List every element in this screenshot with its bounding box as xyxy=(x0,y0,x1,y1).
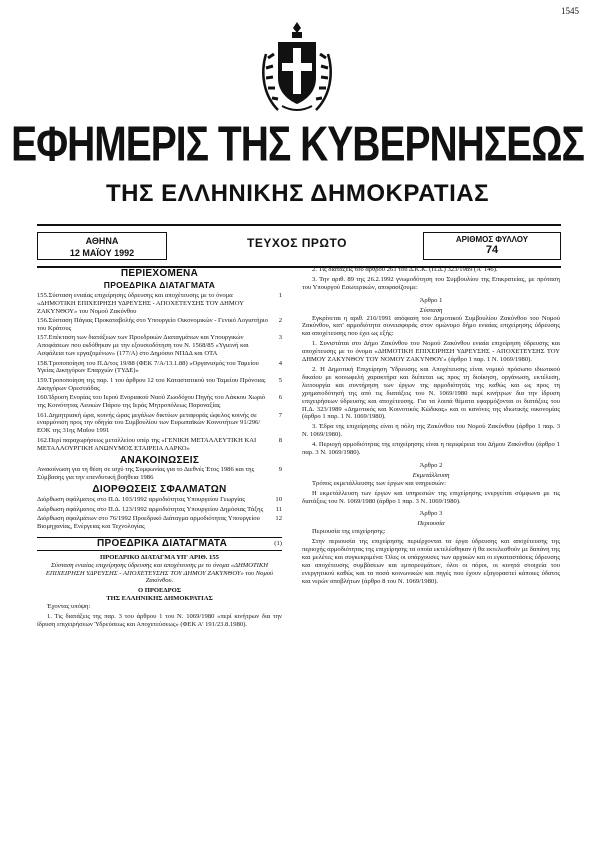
decree-summary: Σύσταση ενιαίας επιχείρησης ύδρευσης και αποχέτευσης με το όνομα «ΔΗΜΟΤΙΚΗ ΕΠΙΧΕΙΡΗΣΗ ΥΔΡΕΥΣΗΣ - ΑΠΟΧΕΤΕΥΣΗΣ ΤΟΥ ΔΗΜΟΥ ΖΑΚΥΝΘΟΥ» του Νομού Ζακύνθου. xyxy=(45,561,274,585)
erratum-entry-page: 12 xyxy=(275,514,282,522)
decree-section-mark: (1) xyxy=(274,539,282,547)
article-2-subtitle: Εκμετάλλευση xyxy=(412,471,450,479)
toc-entry-page: 2 xyxy=(278,317,282,325)
article-1-para-1: Εγκρίνεται η αριθ. 216/1991 απόφαση του Δημοτικού Συμβουλίου Ζακύνθου του Νομού Ζακύνθου, κατ' αρμοδιότητα συνεισφοράς στον ομώνυμο δήμο ενιαίας επιχείρησης ύδρευσης και αποχέτευσης που έχει ως εξής: xyxy=(302,314,560,338)
toc-entry-text: 158.Τροποποίηση του Π.Δ/τος 19/88 (ΦΕΚ 7/Α/13.1.88) «Οργανισμός του Ταμείου Υγείας Δικηγόρων Επαρχιών (ΤΥΔΕ)» xyxy=(37,359,259,375)
toc-entry xyxy=(37,412,282,436)
issue-series: ΤΕΥΧΟΣ ΠΡΩΤΟ xyxy=(247,236,347,250)
masthead-subtitle: ΤΗΣ ΕΛΛΗΝΙΚΗΣ ΔΗΜΟΚΡΑΤΙΑΣ xyxy=(106,180,489,207)
decree-section-header xyxy=(37,537,282,551)
toc-entry-text: 156.Σύσταση Πάγιας Προκαταβολής στο Υπουργείο Οικονομικών - Γενικό Λογιστήριο του Κράτους xyxy=(37,317,268,332)
toc-entry xyxy=(37,394,282,410)
toc-entry xyxy=(37,334,282,358)
toc-list xyxy=(37,292,282,453)
toc-entry-page: 7 xyxy=(278,411,282,419)
article-3-subtitle: Περιουσία xyxy=(417,520,445,528)
article-2-title: Άρθρο 2 xyxy=(419,461,443,469)
erratum-entry-page: 10 xyxy=(275,496,282,504)
announcement-entry-page: 9 xyxy=(278,466,282,474)
article-1-para-2: 1. Συνιστάται στο Δήμο Ζακύνθου του Νομού Ζακύνθου ενιαία επιχείρηση ύδρευσης και αποχέτευσης με το όνομα «ΔΗΜΟΤΙΚΗ ΕΠΙΧΕΙΡΗΣΗ ΥΔΡΕΥΣΗΣ - ΑΠΟΧΕΤΕΥΣΗΣ ΤΟΥ ΔΗΜΟΥ ΖΑΚΥΝΘΟΥ ΤΟΥ ΝΟΜΟΥ ΖΑΚΥΝΘΟΥ» (άρθρο 1 παρ. 1 Ν. 1069/1980). xyxy=(302,340,560,364)
right-column xyxy=(302,266,560,588)
erratum-entry-text: Διόρθωση σφάλματος στο Π.Δ. 123/1992 αρμοδιότητας Υπουργείου Δημόσιας Τάξης xyxy=(37,505,264,513)
toc-entry xyxy=(37,437,282,453)
article-1-para-4: 3. Έδρα της επιχείρησης είναι η πόλη της Ζακύνθου του Νομού Ζακύνθου (άρθρο 1 παρ. 3 Ν. 1069/1980). xyxy=(302,423,560,439)
errata-title: ΔΙΟΡΘΩΣΕΙΣ ΣΦΑΛΜΑΤΩΝ xyxy=(92,484,227,496)
article-1-subtitle: Σύσταση xyxy=(419,306,443,314)
page-number: 1545 xyxy=(561,6,579,16)
masthead-title: ΕΦΗΜΕΡΙΣ ΤΗΣ ΚΥΒΕΡΝΗΣΕΩΣ xyxy=(11,118,584,172)
toc-entry-text: 157.Επέκταση των διατάξεων των Προεδρικών Διαταγμάτων και Υπουργικών Αποφάσεων που εκδόθηκαν με την εξουσιοδότηση του Ν. 1568/85 «Υγιεινή και Ασφάλεια των εργαζομένων» (177/Α) στο Δημόσιο ΝΠΔΔ και ΟΤΑ xyxy=(37,334,249,358)
article-3-para-1: Περιουσία της επιχείρησης: xyxy=(312,528,386,536)
toc-entry-page: 3 xyxy=(278,334,282,342)
decrees-title: ΠΡΟΕΔΡΙΚΑ ΔΙΑΤΑΓΜΑΤΑ xyxy=(103,279,216,290)
para-3: 3. Την αριθ. 89 της 26.2.1992 γνωμοδότηση του Συμβουλίου της Επικρατείας, με πρόταση του Υπουργού Εσωτερικών, αποφασίζουμε: xyxy=(302,275,560,291)
toc-entry xyxy=(37,292,282,316)
article-3-title: Άρθρο 3 xyxy=(419,510,443,518)
president-line-1: Ο ΠΡΟΕΔΡΟΣ xyxy=(137,587,182,595)
toc-entry xyxy=(37,360,282,376)
erratum-entry xyxy=(37,506,282,514)
errata-list xyxy=(37,496,282,531)
toc-entry-text: 162.Περί παραχωρήσεως μεταλλείου υπέρ της «ΓΕΝΙΚΗ ΜΕΤΑΛΛΕΥΤΙΚΗ ΚΑΙ ΜΕΤΑΛΛΟΥΡΓΙΚΗ ΑΝΩΝΥΜΟΣ ΕΤΑΙΡΕΙΑ ΛΑΡΚΟ» xyxy=(37,436,257,452)
toc-entry xyxy=(37,317,282,333)
having-regard: Έχοντας υπόψη: xyxy=(47,603,91,611)
announcement-entry-text: Ανακοίνωση για τη θέση σε ισχύ της Συμφωνίας για το Διεθνές Έτος 1986 και της Σύμβασης για την επενδυτική βοήθεια 1986 xyxy=(37,466,255,482)
article-2-para-1: Τρόπος εκμετάλλευσης των έργων και υπηρεσιών: xyxy=(312,479,446,487)
left-column xyxy=(37,266,282,631)
decree-section-title: ΠΡΟΕΔΡΙΚΑ ΔΙΑΤΑΓΜΑΤΑ xyxy=(97,537,228,549)
toc-entry-page: 6 xyxy=(278,394,282,402)
article-1-para-5: 4. Περιοχή αρμοδιότητας της επιχείρησης είναι η περιφέρεια του Δήμου Ζακύνθου (άρθρο 1 παρ. 3 Ν. 1069/1980). xyxy=(302,441,560,457)
sheet-number: 74 xyxy=(485,244,499,256)
president-line-2: ΤΗΣ ΕΛΛΗΝΙΚΗΣ ΔΗΜΟΚΡΑΤΙΑΣ xyxy=(106,595,213,603)
article-2-para-2: Η εκμετάλλευση των έργων και υπηρεσιών της επιχείρησης ενεργείται σύμφωνα με τις διατάξεις του Ν. 1069/1980 (άρθρο 1 παρ. 3 Ν. 1069/1980). xyxy=(302,489,560,505)
item-1: 1. Τις διατάξεις της παρ. 3 του άρθρου 1 του Ν. 1069/1980 «περί κινήτρων δια την ίδρυση επιχειρήσεων Ύδρεύσεως και Αποχετεύσεως» (ΦΕΚ Α' 191/23.8.1980). xyxy=(37,613,282,628)
toc-entry-page: 4 xyxy=(278,359,282,367)
article-3-para-2: Στην περιουσία της επιχείρησης περιέρχονται τα έργα ύδρευσης και αποχέτευσης της περιοχής αρμοδιότητας της επιχείρησης τα οποία εκτελέσθηκαν ή θα εκτελεσθούν με δαπάνη της και μελέτες και συγκεκριμένα: Όλες οι υπάρχουσες των αρχικών και οι εγκαταστάσεις ύδρευσης και αποχέτευσης συμβάσεων και εμπορευμάτων, όλοι οι πόροι, οι κινητά στοιχεία του ενεργητικού καθώς και τα ποσά κοινωνικών και πηγές που έχουν εξαγοραστεί κάποιες ύδατος και νερών αποβλήτων (άρθρο 8 του Ν. 1069/1980). xyxy=(302,538,560,585)
toc-entry-page: 1 xyxy=(278,291,282,299)
erratum-entry xyxy=(37,515,282,531)
greek-coat-of-arms-emblem xyxy=(258,18,336,118)
decree-heading: ΠΡΟΕΔΡΙΚΟ ΔΙΑΤΑΓΜΑ ΥΠ' ΑΡΙΘ. 155 xyxy=(100,553,219,561)
toc-entry-text: 160.Ίδρυση Ενορίας του Ιερού Ενοριακού Ναού Ζωοδόχου Πηγής του Λάκκου Χωριό της Κοινότητας Λευκών Πάρου της Ιεράς Μητροπόλεως Παροναξίας xyxy=(37,394,266,410)
article-1-title: Άρθρο 1 xyxy=(419,296,443,304)
announcements-list xyxy=(37,466,282,482)
erratum-entry-text: Διόρθωση σφαλμάτων στο 76/1992 Προεδρικό Διάταγμα αρμοδιότητας Υπουργείου Βιομηχανίας, Ενέργειας και Τεχνολογίας xyxy=(37,514,260,530)
date-box xyxy=(37,232,167,260)
city: ΑΘΗΝΑ xyxy=(85,236,119,246)
issue-date: 12 ΜΑΪΟΥ 1992 xyxy=(69,248,135,258)
para-2: 2. Τις διατάξεις του άρθρου 261 του Δ.Κ.Κ. (Π.Δ.) 323/1989 (Α' 146). xyxy=(312,266,498,273)
erratum-entry-text: Διόρθωση σφάλματος στο Π.Δ. 103/1992 αρμοδιότητας Υπουργείου Γεωργίας xyxy=(37,496,246,504)
issue-header xyxy=(37,224,561,268)
announcement-entry xyxy=(37,466,282,482)
contents-title: ΠΕΡΙΕΧΟΜΕΝΑ xyxy=(120,268,199,279)
erratum-entry xyxy=(37,496,282,504)
article-1-para-3: 2. Η Δημοτική Επιχείρηση Ύδρευσης και Αποχέτευσης είναι νομικό πρόσωπο ιδιωτικού δικαίου με κοινωφελή χαρακτήρα και διέπεται ως προς τη διοίκηση, οργάνωση, εκτέλεση, λειτουργία και συντήρηση των έργων της αρμοδιότητάς της καθώς και ως προς τη χρηματοδότησή της από τις διατάξεις του Ν. 1069/1980 περί κινήτρων δια την ίδρυση επιχειρήσεων ύδρευσης και αποχέτευσης. Για τα λοιπά θέματα εφαρμόζονται οι διατάξεις του Π.Δ. 323/1989 «Δημοτικός και Κοινοτικός Κώδικας» και οι κανόνες της ιδιωτικής οικονομίας (άρθρο 1 παρ. 1 Ν. 1069/1980). xyxy=(302,365,560,421)
erratum-entry-page: 11 xyxy=(275,505,282,513)
sheet-number-box xyxy=(423,232,561,260)
toc-entry xyxy=(37,377,282,393)
sheet-label: ΑΡΙΘΜΟΣ ΦΥΛΛΟΥ xyxy=(455,235,529,244)
toc-entry-page: 8 xyxy=(278,436,282,444)
announcements-title: ΑΝΑΚΟΙΝΩΣΕΙΣ xyxy=(119,454,200,466)
toc-entry-text: 161.Δημητριακή ώρα, κοινής ώρας μεγάλων δικτύων μεταφοράς ώφελος κοινής σε εναρμόνιση προς την οδηγία του Συμβουλίου των Ευρωπαϊκών Κοινοτήτων 91/296/ΕΟΚ της 31ης Μαΐου 1991 xyxy=(37,411,261,435)
toc-entry-text: 159.Τροποποίηση της παρ. 1 του άρθρου 12 του Καταστατικού του Ταμείου Πρόνοιας Δικηγόρων Ορεστιάδας xyxy=(37,376,266,392)
toc-entry-text: 155.Σύσταση ενιαίας επιχείρησης ύδρευσης και αποχέτευσης με το όνομα «ΔΗΜΟΤΙΚΗ ΕΠΙΧΕΙΡΗΣΗ ΥΔΡΕΥΣΗΣ - ΑΠΟΧΕΤΕΥΣΗΣ ΤΟΥ ΔΗΜΟΥ ΖΑΚΥΝΘΟΥ» του Νομού Ζακύνθου xyxy=(37,291,244,315)
toc-entry-page: 5 xyxy=(278,376,282,384)
